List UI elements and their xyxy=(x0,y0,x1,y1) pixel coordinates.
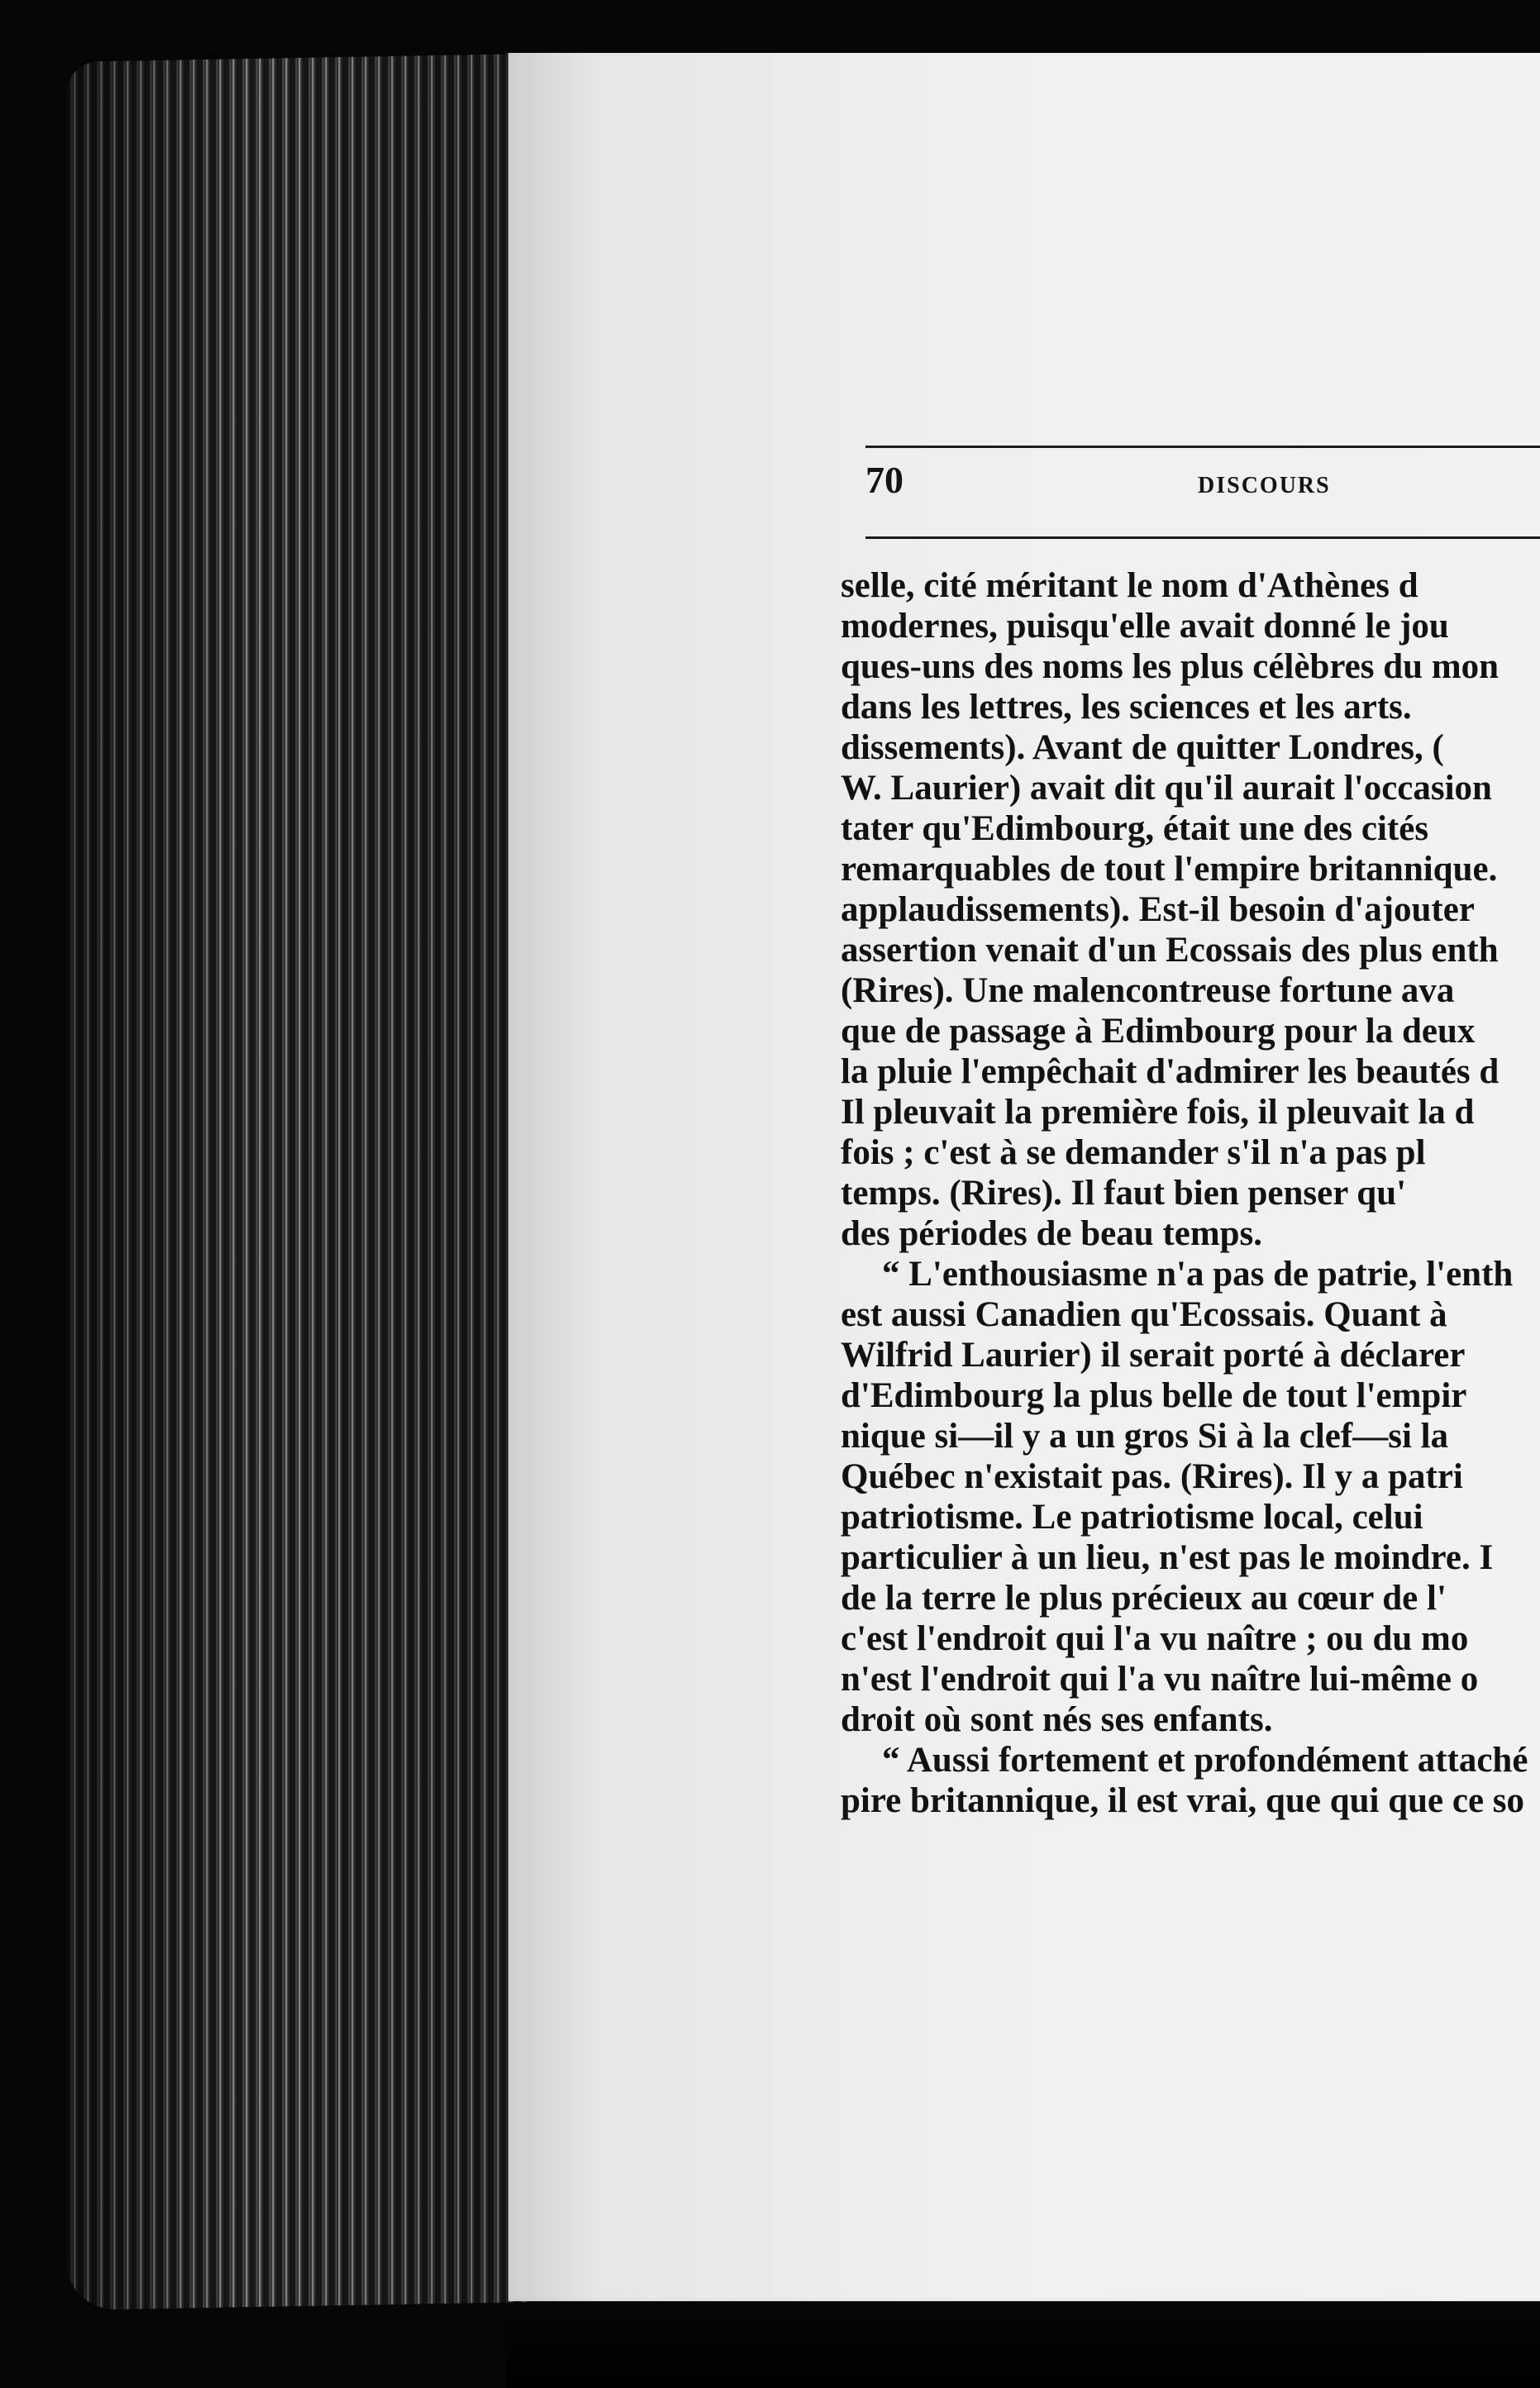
body-text xyxy=(841,565,1540,1821)
text-line: “ L'enthousiasme n'a pas de patrie, l'enth xyxy=(882,1255,1514,1294)
text-line: W. Laurier) avait dit qu'il aurait l'occasion xyxy=(841,769,1492,808)
text-line: tater qu'Edimbourg, était une des cités xyxy=(841,809,1429,848)
header-rule-bottom xyxy=(865,536,1540,539)
page-number: 70 xyxy=(865,459,903,501)
text-line: n'est l'endroit qui l'a vu naître lui-même o xyxy=(841,1660,1479,1699)
text-line: nique si—il y a un gros Si à la clef—si la xyxy=(841,1417,1449,1456)
text-line: remarquables de tout l'empire britannique. xyxy=(841,850,1498,889)
text-line: que de passage à Edimbourg pour la deux xyxy=(841,1012,1476,1051)
text-line: de la terre le plus précieux au cœur de l' xyxy=(841,1579,1447,1618)
text-line: Il pleuvait la première fois, il pleuvait la d xyxy=(841,1093,1475,1132)
text-line: modernes, puisqu'elle avait donné le jou xyxy=(841,607,1449,646)
text-line: temps. (Rires). Il faut bien penser qu' xyxy=(841,1174,1407,1213)
text-line: ques-uns des noms les plus célèbres du mon xyxy=(841,647,1499,686)
text-line: est aussi Canadien qu'Ecossais. Quant à xyxy=(841,1295,1447,1334)
text-line: Wilfrid Laurier) il serait porté à déclarer xyxy=(841,1336,1466,1375)
text-line: “ Aussi fortement et profondément attaché xyxy=(882,1741,1528,1780)
text-line: d'Edimbourg la plus belle de tout l'empir xyxy=(841,1376,1467,1415)
text-line: particulier à un lieu, n'est pas le moindre. I xyxy=(841,1538,1494,1577)
bottom-shadow xyxy=(506,2297,1540,2388)
text-line: droit où sont nés ses enfants. xyxy=(841,1700,1273,1739)
text-line: pire britannique, il est vrai, que qui que ce so xyxy=(841,1781,1525,1820)
page-edge-stack xyxy=(66,54,529,2310)
text-line: assertion venait d'un Ecossais des plus enth xyxy=(841,931,1499,970)
text-line: c'est l'endroit qui l'a vu naître ; ou du mo xyxy=(841,1619,1469,1658)
text-line: dans les lettres, les sciences et les arts. xyxy=(841,688,1412,727)
text-line: Québec n'existait pas. (Rires). Il y a patri xyxy=(841,1457,1463,1496)
text-line: dissements). Avant de quitter Londres, ( xyxy=(841,728,1444,767)
header-rule-top xyxy=(865,446,1540,448)
running-title: DISCOURS xyxy=(1198,473,1331,498)
text-line: (Rires). Une malencontreuse fortune ava xyxy=(841,971,1455,1010)
text-line: la pluie l'empêchait d'admirer les beautés d xyxy=(841,1052,1499,1091)
running-head xyxy=(865,458,1540,524)
text-line: applaudissements). Est-il besoin d'ajouter xyxy=(841,890,1475,929)
book-page xyxy=(506,53,1540,2301)
text-line: selle, cité méritant le nom d'Athènes d xyxy=(841,566,1418,605)
text-line: fois ; c'est à se demander s'il n'a pas pl xyxy=(841,1133,1426,1172)
text-line: patriotisme. Le patriotisme local, celui xyxy=(841,1498,1423,1537)
text-line: des périodes de beau temps. xyxy=(841,1214,1263,1253)
